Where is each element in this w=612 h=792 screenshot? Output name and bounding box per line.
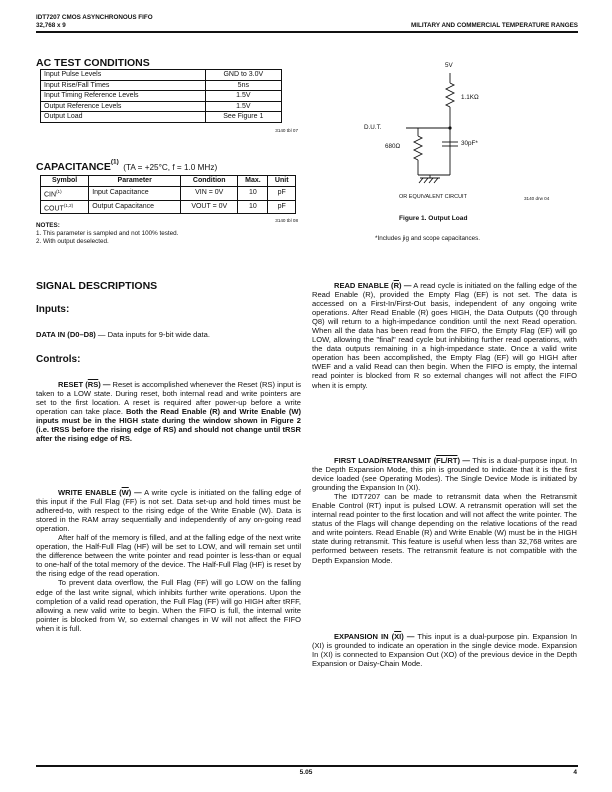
table-row: Input Timing Reference Levels 1.5V <box>41 91 282 102</box>
figure-footnote: *Includes jig and scope capacitances. <box>375 235 481 242</box>
circuit-cap-label: 30pF* <box>461 140 478 147</box>
ac-table <box>40 69 282 123</box>
header-rule <box>36 31 578 33</box>
controls-heading: Controls: <box>36 354 81 365</box>
cap-title: CAPACITANCE$^{(1)}$ (TA = +25°C, f = 1.0 MHz) <box>36 158 218 173</box>
table-row: Input Rise/Fall Times 5ns <box>41 80 282 91</box>
data-in-paragraph: DATA IN (D0–D8) — Data inputs for 9-bit wide data. <box>36 330 210 339</box>
first-load-retransmit-section: FIRST LOAD/RETRANSMIT (FL/RT) — This is a dual-purpose input. In the Depth Expansion Mode, this pin is grounded to indicate that it is the first device loaded (see Operating Modes). The Single Device Mode is initiated by grounding the Expansion In (XI). The IDT7207 can be made to retransmit data when the Retransmit Enable Control (RT) input is pulsed LOW. A retransmit operation will set the internal read pointer to the first location and will not affect the write pointer. The status of the Flags will change depending on the relative locations of the read and write pointers. Read Enable (R) and Write Enable (W) must be in the HIGH state during retransmit. This feature is useful when less than 32,768 writes are performed between resets. The retransmit feature is not compatible with the Depth Expansion Mode. <box>312 456 577 565</box>
footer-rule <box>36 765 578 767</box>
signal-descriptions-title: SIGNAL DESCRIPTIONS <box>36 280 158 292</box>
reset-paragraph: RESET $(\overline{RS})$ — Reset is accomplished whenever the Reset (RS) input is taken to a LOW state. During reset, both internal read and write pointers are set to the first location. A reset is required after power-up before a write operation can take place. Both the Read Enable (R) and Write Enable (W) inputs must be in the HIGH state during the window shown in Figure 2 (i.e. tRSS before the rising edge of RS) and should not change until tRSR after the rising edge of RS. <box>36 380 301 444</box>
cap-table <box>40 175 296 214</box>
page-number: 4 <box>573 769 577 776</box>
table-row: Output Reference Levels 1.5V <box>41 101 282 112</box>
write-enable-section: WRITE ENABLE $(\overline{W})$ — A write cycle is initiated on the falling edge of this input if the Full Flag (FF) is not set. Data set-up and hold times must be adhered-to, with respect to the rising edge of the Write Enable (W). Data is stored in the RAM array sequentially and independently of any on-going read operation. After half of the memory is filled, and at the falling edge of the next write operation, the Half-Full Flag (HF) will be set to LOW, and will remain set until the difference between the write pointer and read pointer is less-than or equal to one-half of the total memory of the device. The Half-Full Flag (HF) is reset by the rising edge of the read operation. To prevent data overflow, the Full Flag (FF) will go LOW on the falling edge of the last write signal, which inhibits further write operations. Upon the completion of a valid read operation, the Full Flag (FF) will go HIGH after tRFF, allowing a new valid write to begin. When the FIFO is full, the internal write pointer is blocked from W, so external changes in W will not affect the FIFO when it is full. <box>36 488 301 633</box>
header-subtitle: 32,768 x 9 <box>36 22 66 29</box>
cap-notes: NOTES: 1. This parameter is sampled and not 100% tested. 2. With output deselected. <box>36 222 179 246</box>
inputs-heading: Inputs: <box>36 304 70 315</box>
expansion-in-paragraph: EXPANSION IN $(\overline{XI})$ — This input is a dual-purpose pin. Expansion In (XI) is grounded to indicate an operation in the single device mode. Expansion In (XI) is connected to Expansion Out (XO) of the previous device in the Depth Expansion or Daisy-Chain Mode. <box>312 632 577 669</box>
table-row: Symbol Parameter Condition Max. Unit <box>41 176 296 187</box>
footer-doc-number: 5.05 <box>299 769 313 776</box>
circuit-equiv-note: OR EQUIVALENT CIRCUIT <box>399 194 467 200</box>
table-row: Input Pulse Levels GND to 3.0V <box>41 70 282 81</box>
circuit-r2-label: 680Ω <box>385 143 401 150</box>
circuit-r1-label: 1.1KΩ <box>461 94 479 101</box>
figure-caption: Figure 1. Output Load <box>399 215 468 222</box>
ac-title: AC TEST CONDITIONS <box>36 57 150 69</box>
ac-table-ref: 3140 tbl 07 <box>275 128 298 133</box>
header-title: IDT7207 CMOS ASYNCHRONOUS FIFO <box>36 14 153 21</box>
table-row: COUT$^{(1,2)}$ Output Capacitance VOUT = 0V 10 pF <box>41 200 296 214</box>
header-range: MILITARY AND COMMERCIAL TEMPERATURE RANGES <box>411 22 578 29</box>
read-enable-paragraph: READ ENABLE $(\overline{R})$ — A read cycle is initiated on the falling edge of the Read Enable (R), provided the Empty Flag (EF) is not set. The data is accessed on a First-In/First-Out basis, independent of any ongoing write operations. After Read Enable (R) goes HIGH, the Data Outputs (Q0 through Q8) will return to a high-impedance condition until the next Read operation. When all the data has been read from the FIFO, the Empty Flag (EF) will go LOW, allowing the "final" read cycle but inhibiting further read operations, with the data outputs remaining in a high-impedance state. Once a valid write operation has been accomplished, the Empty Flag (EF) will go HIGH after tWEF and a valid Read can then begin. When the FIFO is empty, the internal read pointer is blocked from R so external changes will not affect the FIFO when it is empty. <box>312 281 577 390</box>
cap-table-ref: 3140 tbl 08 <box>275 218 298 223</box>
table-row: CIN$^{(1)}$ Input Capacitance VIN = 0V 10 pF <box>41 186 296 200</box>
table-row: Output Load See Figure 1 <box>41 112 282 123</box>
circuit-dut-label: D.U.T. <box>364 124 382 131</box>
circuit-5v-label: 5V <box>445 62 453 69</box>
circuit-drawing-ref: 3140 drw 04 <box>524 196 550 201</box>
